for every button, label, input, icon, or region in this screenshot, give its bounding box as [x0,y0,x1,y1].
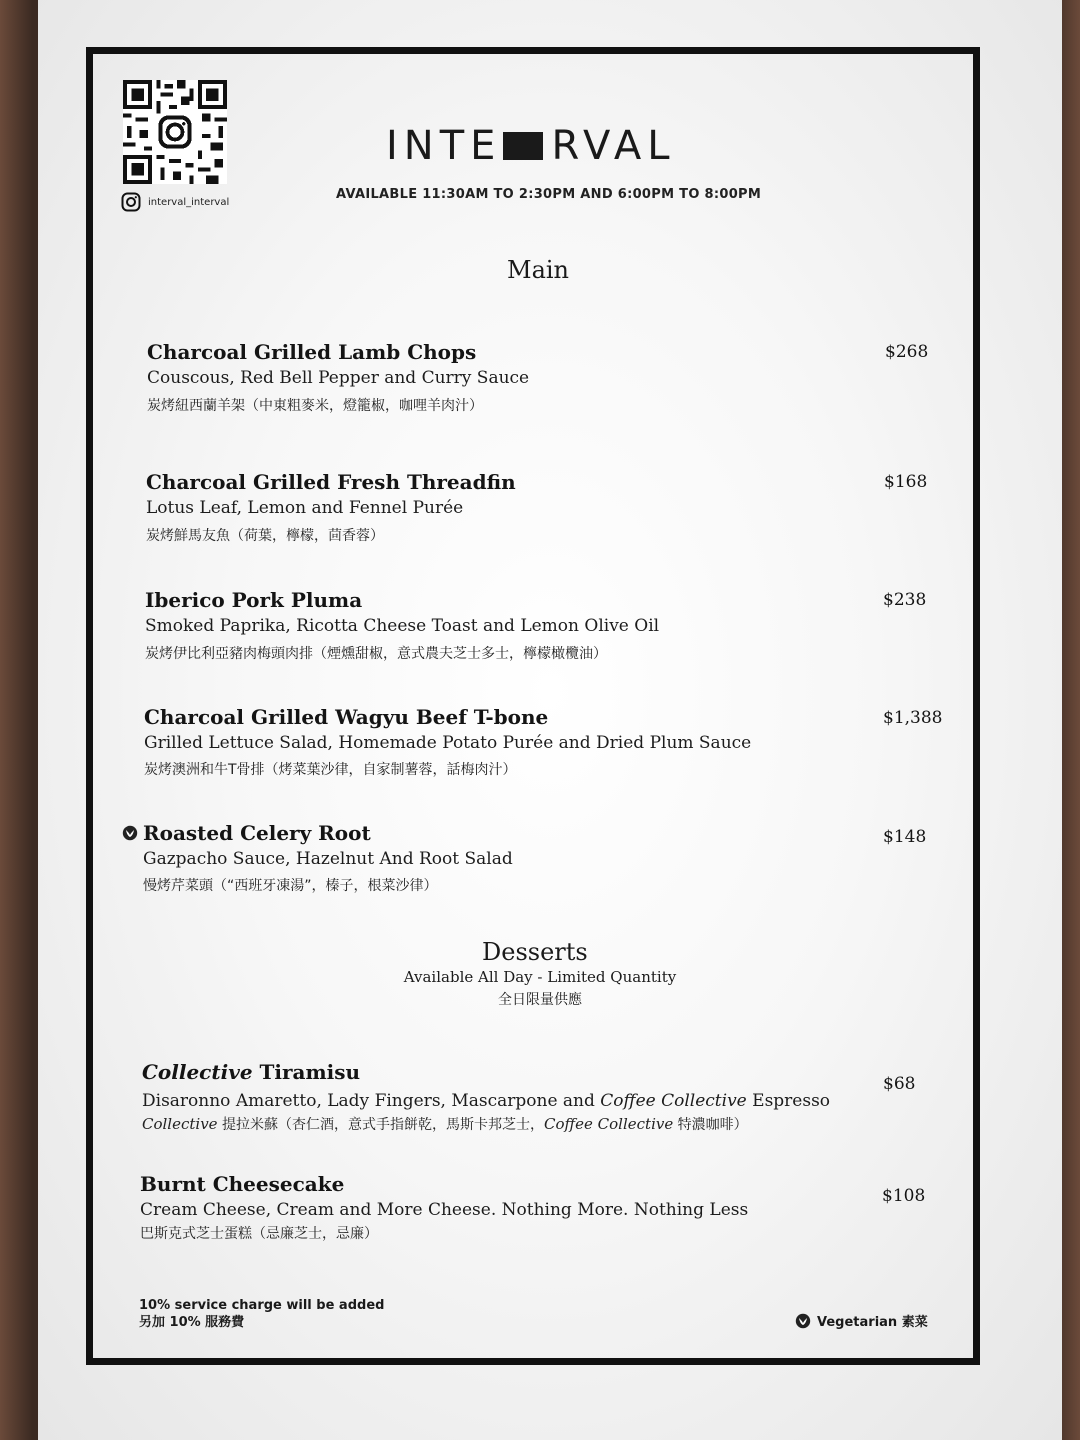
item-name: Iberico Pork Pluma [145,588,363,612]
item-description: Grilled Lettuce Salad, Homemade Potato Purée and Dried Plum Sauce [144,733,752,753]
item-description-part: Espresso [746,1091,831,1111]
item-chinese-italic: Collective [142,1115,218,1133]
desserts-subtitle: Available All Day - Limited Quantity [403,968,677,986]
main-section-title: Main [507,256,570,284]
item-description: Gazpacho Sauce, Hazelnut And Root Salad [143,849,513,869]
item-name-italic: Collective [142,1060,253,1084]
item-chinese-name: 炭烤伊比利亞豬肉梅頭肉排（煙燻甜椒，意式農夫芝士多士，檸檬橄欖油） [145,646,607,662]
item-price: $1,388 [883,708,943,728]
item-name [142,1060,360,1084]
item-name: Burnt Cheesecake [140,1172,345,1196]
item-price: $68 [883,1074,916,1094]
item-name: Roasted Celery Root [143,821,371,845]
item-name: Charcoal Grilled Wagyu Beef T-bone [144,705,549,729]
item-price: $268 [885,342,929,362]
item-description: Smoked Paprika, Ricotta Cheese Toast and Lemon Olive Oil [145,616,660,636]
item-description-italic: Coffee Collective [600,1091,747,1111]
item-chinese-part: 提拉米蘇（杏仁酒，意式手指餅乾，馬斯卡邦芝士， [217,1117,545,1133]
service-charge-chinese: 另加 10% 服務費 [139,1315,245,1330]
item-chinese-part: 特濃咖啡） [673,1117,748,1133]
item-description-part: Disaronno Amaretto, Lady Fingers, Mascarpone and [142,1091,601,1111]
leaf-icon [795,1313,811,1329]
logo-text-left: INTE [386,123,502,169]
item-price: $148 [883,827,927,847]
item-description: Cream Cheese, Cream and More Cheese. Nothing More. Nothing Less [140,1200,749,1220]
desserts-section-title: Desserts [482,938,588,966]
item-price: $238 [883,590,927,610]
item-description [142,1091,830,1111]
vegetarian-legend-label: Vegetarian 素菜 [817,1315,928,1330]
item-name-rest: Tiramisu [252,1060,361,1084]
opening-hours: AVAILABLE 11:30AM TO 2:30PM AND 6:00PM TO 8:00PM [336,187,762,202]
logo-text-right: RVAL [551,123,676,169]
restaurant-logo [386,120,676,172]
item-chinese-name: 炭烤澳洲和牛T骨排（烤菜葉沙律，自家制薯蓉，話梅肉汁） [144,762,517,778]
item-chinese-italic: Coffee Collective [544,1115,674,1133]
service-charge-english: 10% service charge will be added [139,1298,385,1313]
desserts-subtitle-chinese: 全日限量供應 [498,992,582,1008]
item-price: $168 [884,472,928,492]
item-description: Couscous, Red Bell Pepper and Curry Sauce [147,368,530,388]
instagram-icon [121,192,141,212]
item-chinese-name [142,1114,748,1134]
logo-block-mark [503,132,543,160]
item-price: $108 [882,1186,926,1206]
qr-code-icon [123,80,227,184]
service-charge-note [139,1297,384,1331]
item-chinese-name: 巴斯克式芝士蛋糕（忌廉芝士，忌廉） [140,1226,378,1242]
instagram-handle-row [121,191,229,213]
item-name: Charcoal Grilled Lamb Chops [147,340,477,364]
leaf-icon [122,825,138,841]
item-description: Lotus Leaf, Lemon and Fennel Purée [146,498,464,518]
item-name: Charcoal Grilled Fresh Threadfin [146,470,516,494]
instagram-handle: interval_interval [148,196,230,208]
item-chinese-name: 炭烤鮮馬友魚（荷葉，檸檬，茴香蓉） [146,528,384,544]
item-chinese-name: 慢烤芹菜頭（“西班牙凍湯”，榛子，根菜沙律） [143,878,438,894]
vegetarian-legend [795,1311,928,1330]
item-chinese-name: 炭烤紐西蘭羊架（中東粗麥米，燈籠椒，咖哩羊肉汁） [147,398,483,414]
